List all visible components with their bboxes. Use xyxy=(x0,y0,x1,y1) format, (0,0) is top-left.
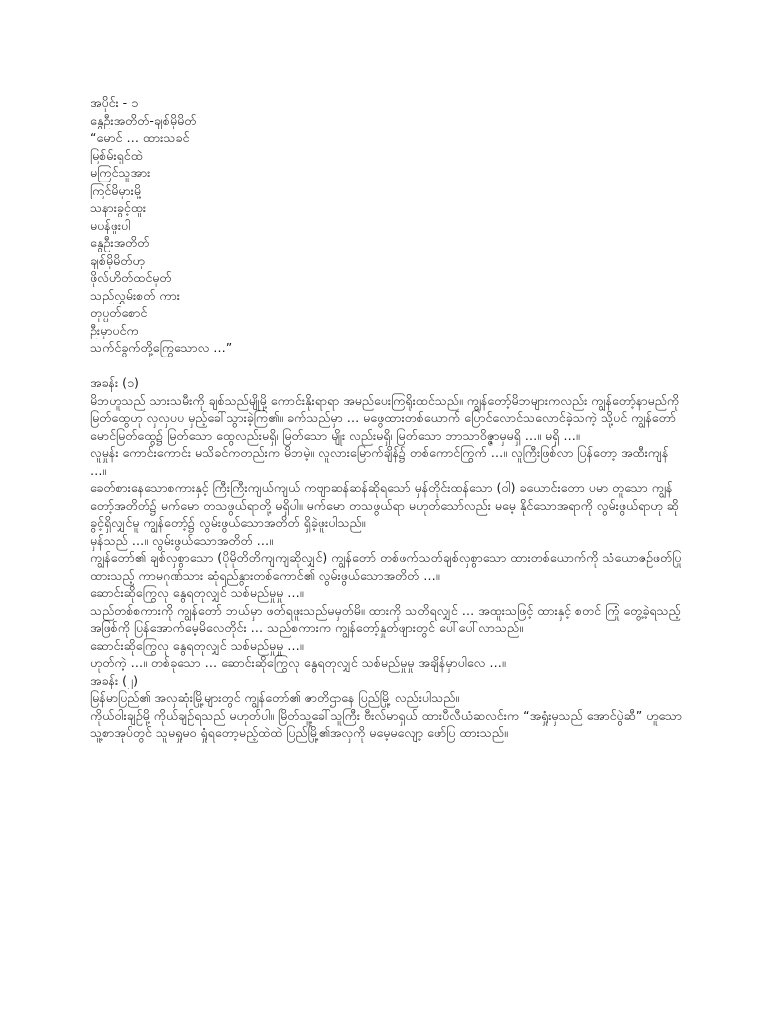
poem-line: နွေဦးအတိတ် xyxy=(90,235,150,250)
poem-line: သည်လွှမ်းစတ် ကား xyxy=(90,287,180,303)
chapter-2 xyxy=(90,672,686,742)
section-gap xyxy=(90,357,686,375)
poem-line: သက်င်ခွက်တို့ကြွေသောလ …” xyxy=(90,340,233,355)
poem-line: “မောင် … ထားသခင် xyxy=(90,130,190,145)
poem-line: ဖိုလ်ဟိတ်ထင်မှတ် xyxy=(90,270,172,285)
paragraph: မှန်သည် …။ လွမ်းဖွယ်သောအတိတ် …။ xyxy=(90,532,273,548)
paragraph: မြန်မာပြည်၏ အလှဆုံးမြို့များတွင် ကျွန်တော်၏ ဇာတိဌာနေ ပြည်မြို့ လည်းပါသည်။ xyxy=(90,690,460,705)
poem-line: တုပ္ပတ်စောင် xyxy=(90,305,148,320)
poem-line: ဦးမှာပင်က xyxy=(90,322,139,338)
paragraph: သည်တစ်စကားကို ကျွန်တော် ဘယ်မှာ ဖတ်ရဖူးသည်မမှတ်မိ။ ထားကို သတိရလျှင် … အထူးသဖြင့် ထားနှင့် စတင် ကြုံ တွေ့ခဲ့ရသည့်အဖြစ်ကို ပြန်အောက်မေ့မိလေတိုင်း … သည်စကားက ကျွန်တော့်နှုတ်ဖျားတွင် ပေါ်ပေါ်လာသည်။ xyxy=(90,602,681,635)
part-title: နွေဦးအတိတ်-ချစ်မိုမိတ် xyxy=(90,112,197,128)
paragraph: ကျွန်တော်၏ ချစ်လှစွာသော (ပိုမိုတိတိကျကျဆိုလျှင်) ကျွန်တော် တစ်ဖက်သတ်ချစ်လှစွာသော ထားတစ်ယောက်ကို သံယောဇဉ်ဖတ်ပြုထားသည့် ကာမဂုဏ်သား ဆုံရည်နွားတစ်ကောင်၏ လွမ်းဖွယ်သောအတိတ် …။ xyxy=(90,550,682,583)
chapter-heading: အခန်း (၂) xyxy=(90,672,139,688)
paragraph: ခေတ်စားနေသောစကားနှင့် ကြီးကြီးကျယ်ကျယ် ကဗျာဆန်ဆန်ဆိုရသော် မှန်တိုင်းထန်သော (ဝါ) ခယောင်းတော ပမာ တူသော ကျွန်တော့်အတိတ်၌ မက်မော တသဖွယ်ရာတို့ မရှိပါ။ မက်မော တသဖွယ်ရာ မဟုတ်သော်လည်း မမေ့ နိုင်သောအရာကို လွမ်းဖွယ်ရာဟု ဆိုခွင့်ရှိလျှင်မူ ကျွန်တော့်၌ လွမ်းဖွယ်သောအတိတ် ရှိခဲ့ဖူးပါသည်။ xyxy=(90,480,679,530)
paragraph: ဟုတ်ကဲ့ …။ တစ်ခုသော … ဆောင်းဆိုကြွေလု နွေရတုလျှင် သစ်မည်မှုမှု အချိန်မှာပါလေ …။ xyxy=(90,655,506,670)
document-page xyxy=(90,94,686,742)
part-label: အပိုင်း - ၁ xyxy=(90,95,139,110)
poem-line: မြစ်မ်းရှင်ထဲ xyxy=(90,147,143,163)
paragraph: လူမှုန်း ကောင်းကောင်း မသိခင်ကတည်းက မိဘမဲ့။ လူလားမြောက်ချိန်၌ တစ်ကောင်ကြွက် …။ လူကြီးဖြစ်လာ ပြန်တော့ အထီးကျန် …။ xyxy=(90,445,669,478)
paragraph: ဆောင်းဆိုကြွေလု နွေရတုလျှင် သစ်မည်မှုမှု …။ xyxy=(90,637,304,653)
chapter-heading: အခန်း (၁) xyxy=(90,375,139,390)
paragraph: ဆောင်းဆိုကြွေလု နွေရတုလျှင် သစ်မည်မှုမှု …။ xyxy=(90,585,304,600)
poem xyxy=(90,129,686,357)
poem-line: မပန်ဖူးပါ xyxy=(90,217,131,233)
poem-line: မကြင်သူအား xyxy=(90,165,151,180)
poem-line: ကြင်မိမှားမို့ xyxy=(90,182,142,198)
paragraph: ကိုယ်ဝါးချဉ်မို့ ကိုယ်ချဉ်ရသည် မဟုတ်ပါ။ မြိတ်သူ့ခေါ်သူကြီး ဗီးလ်မာရှယ် ထားပီလီယံဆလင်းက “အရှုံးမှသည် အောင်ပွဲဆီ” ဟူသော သူ့စာအုပ်တွင် သူမရှုမဝ ရှုံရတော့မည့်ထဲထဲ ပြည်မြို့၏အလှကို မမေ့မလျော့ ဖော်ပြ ထားသည်။ xyxy=(90,707,682,740)
poem-line: ချစ်မိုမိတ်ဟု xyxy=(90,252,145,268)
paragraph: မိဘဟူသည် သားသမီးကို ချစ်သည်မျိုမို့ ကောင်းနိုးရာရာ အမည်ပေးကြရိုးထင်သည်။ ကျွန်တော့်မိဘများကလည်း ကျွန်တော့်နာမည်ကို မြတ်ထွေဟု လှလှပပ မှည့်ခေါ်သွားခဲ့ကြ၏။ ခက်သည်မှာ … မဖွေထားတစ်ယောက် ပြောင်လောင်သလောင်ခဲ့သကဲ့ သို့ပင် ကျွန်တော် မောင်မြတ်ထွေ၌ မြတ်သော ထွေလည်းမရှိ၊ မြတ်သော မျိုး လည်းမရှိ၊ မြတ်သော ဘာသာဝိဇ္ဇာမှမရှိ …။ မရှိ …။ xyxy=(90,392,680,443)
poem-line: သနားခွင့်ထူး xyxy=(90,200,147,215)
chapter-1 xyxy=(90,374,686,672)
